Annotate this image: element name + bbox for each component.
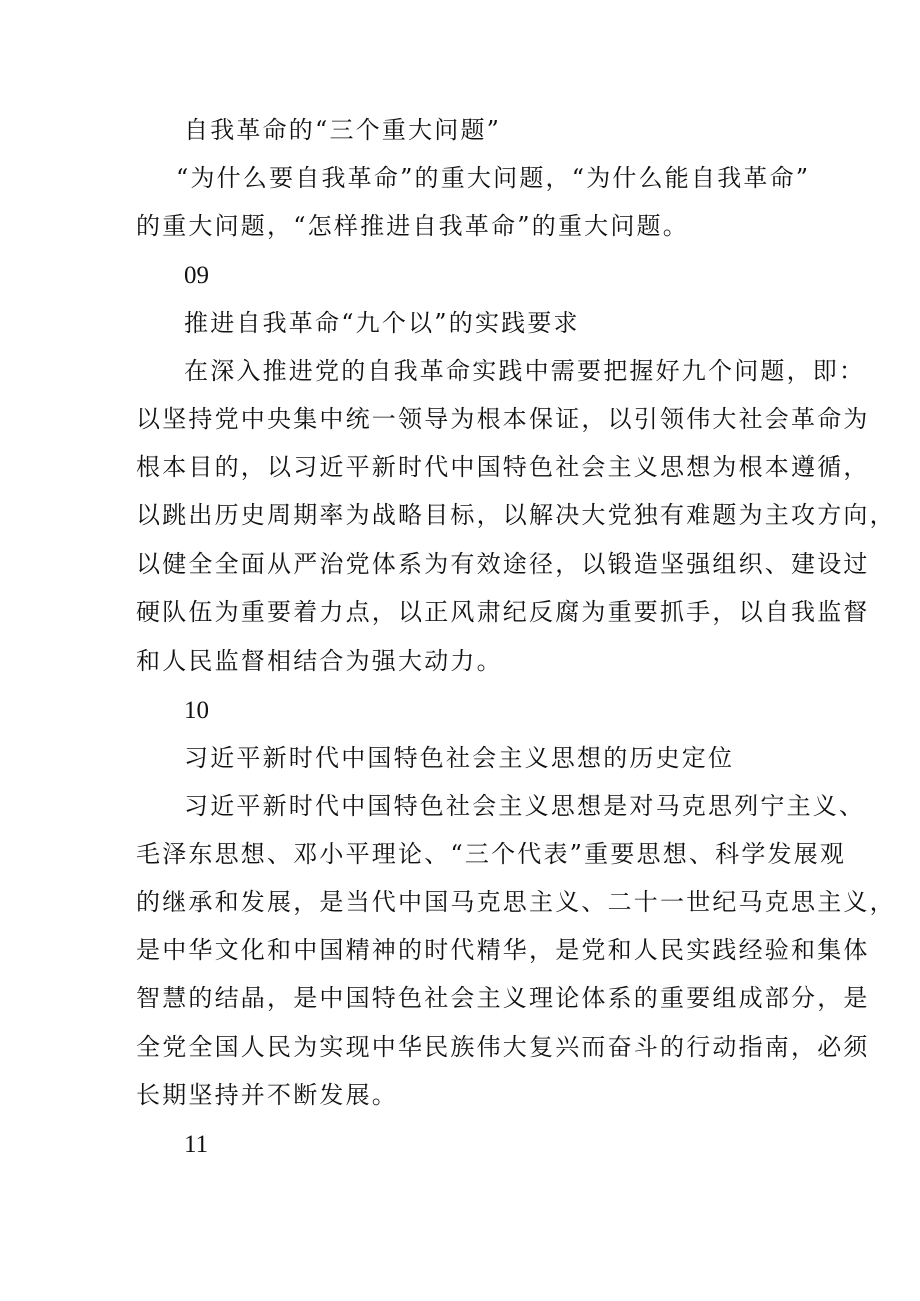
paragraph-line: 以跳出历史周期率为战略目标，以解决大党独有难题为主攻方向， (136, 501, 896, 529)
paragraph-line: 以健全全面从严治党体系为有效途径，以锻造坚强组织、建设过 (136, 550, 870, 578)
paragraph-line: “为什么要自我革命”的重大问题，“为什么能自我革命” (176, 164, 811, 192)
paragraph-line: 以坚持党中央集中统一领导为根本保证，以引领伟大社会革命为 (136, 405, 870, 433)
section-heading: 自我革命的“三个重大问题” (184, 116, 502, 144)
paragraph-line: 硬队伍为重要着力点，以正风肃纪反腐为重要抓手，以自我监督 (136, 598, 870, 626)
paragraph-line: 根本目的，以习近平新时代中国特色社会主义思想为根本遵循， (136, 453, 870, 481)
section-number: 09 (184, 262, 209, 289)
paragraph-line: 是中华文化和中国精神的时代精华，是党和人民实践经验和集体 (136, 936, 870, 964)
section-number: 10 (184, 697, 209, 724)
paragraph-line: 长期坚持并不断发展。 (136, 1081, 398, 1109)
paragraph-line: 毛泽东思想、邓小平理论、“三个代表”重要思想、科学发展观 (136, 840, 847, 868)
section-heading: 习近平新时代中国特色社会主义思想的历史定位 (184, 744, 735, 772)
section-heading: 推进自我革命“九个以”的实践要求 (184, 309, 580, 337)
paragraph-line: 全党全国人民为实现中华民族伟大复兴而奋斗的行动指南，必须 (136, 1033, 870, 1061)
paragraph-line: 的重大问题，“怎样推进自我革命”的重大问题。 (136, 212, 689, 240)
section-number: 11 (184, 1131, 209, 1158)
paragraph-line: 在深入推进党的自我革命实践中需要把握好九个问题，即： (184, 357, 866, 385)
paragraph-line: 智慧的结晶，是中国特色社会主义理论体系的重要组成部分，是 (136, 984, 870, 1012)
paragraph-line: 的继承和发展，是当代中国马克思主义、二十一世纪马克思主义， (136, 888, 896, 916)
paragraph-line: 习近平新时代中国特色社会主义思想是对马克思列宁主义、 (184, 792, 866, 820)
paragraph-line: 和人民监督相结合为强大动力。 (136, 647, 503, 675)
